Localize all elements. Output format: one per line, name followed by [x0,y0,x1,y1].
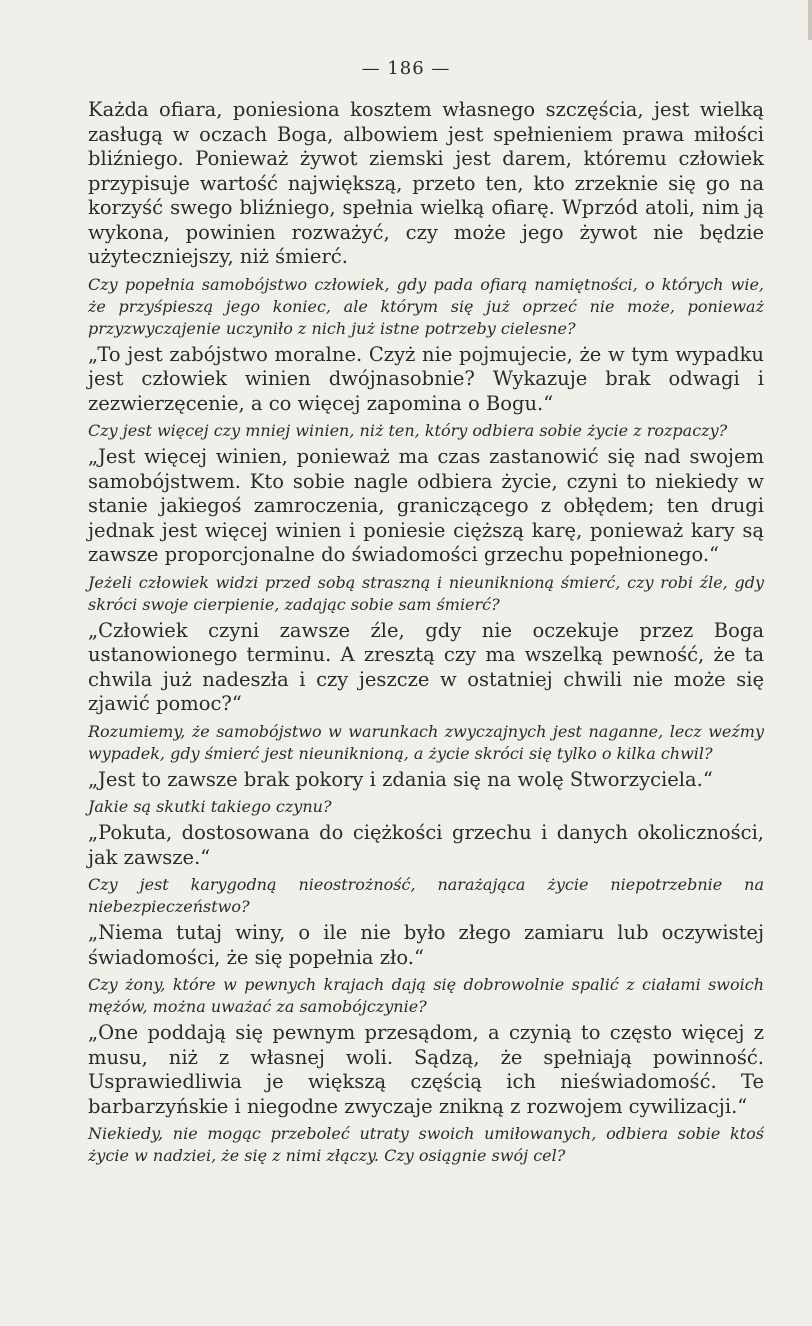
page-number: — 186 — [361,58,451,79]
paragraph-answer: „One poddają się pewnym przesądom, a czynią to często więcej z musu, niż z własnej woli. Sądzą, że spełniają powinność. Usprawiedliwia je większą częścią ich nieświadomość. Te barbarzyńskie i niegodne zwyczaje znikną z rozwojem cywilizacji.“ [88,1021,764,1118]
paragraph-answer: „To jest zabójstwo moralne. Czyż nie pojmujecie, że w tym wypadku jest człowiek winien dwójnasobnie? Wykazuje brak odwagi i zezwierzęcenie, a co więcej zapomina o Bogu.“ [88,342,764,415]
paragraph-question: Niekiedy, nie mogąc przeboleć utraty swoich umiłowanych, odbiera sobie ktoś życie w nadziei, że się z nimi złączy. Czy osiągnie swój cel? [88,1124,764,1165]
paragraph-question: Czy jest karygodną nieostrożność, narażająca życie niepotrzebnie na niebezpieczeństwo? [88,875,764,916]
paragraph-answer: „Niema tutaj winy, o ile nie było złego zamiaru lub oczywistej świadomości, że się popełnia zło.“ [88,921,764,969]
paragraph-answer: „Pokuta, dostosowana do ciężkości grzechu i danych okoliczności, jak zawsze.“ [88,821,764,869]
paragraph-question: Rozumiemy, że samobójstwo w warunkach zwyczajnych jest naganne, lecz weźmy wypadek, gdy śmierć jest nieuniknioną, a życie skróci się tylko o kilka chwil? [88,721,764,763]
paragraph-question: Jeżeli człowiek widzi przed sobą straszną i nieuniknioną śmierć, czy robi źle, gdy skróci swoje cierpienie, zadając sobie sam śmierć? [88,572,764,614]
paragraph-question: Jakie są skutki takiego czynu? [88,797,332,816]
paragraph-answer: „Jest więcej winien, ponieważ ma czas zastanowić się nad swojem samobójstwem. Kto sobie nagle odbiera życie, czyni to niekiedy w stanie jakiegoś zamroczenia, graniczącego z obłędem; ten drugi jednak jest więcej winien i poniesie cięższą karę, ponieważ kary są zawsze proporcjonalne do świadomości grzechu popełnionego.“ [88,445,764,566]
paragraph-question: Czy popełnia samobójstwo człowiek, gdy pada ofiarą namiętności, o których wie, że przyśpieszą jego koniec, ale którym się już oprzeć nie może, ponieważ przyzwyczajenie uczyniło z nich już istne potrzeby cielesne? [88,274,764,338]
page-text [88,98,764,1170]
paragraph-answer: Każda ofiara, poniesiona kosztem własnego szczęścia, jest wielką zasługą w oczach Boga, albowiem jest spełnieniem prawa miłości bliźniego. Ponieważ żywot ziemski jest darem, któremu człowiek przypisuje wartość największą, przeto ten, kto zrzeknie się go na korzyść swego bliźniego, spełnia wielką ofiarę. Wprzód atoli, nim ją wykona, powinien rozważyć, czy może jego żywot nie będzie użyteczniejszy, niż śmierć. [88,98,764,268]
paragraph-answer: „Jest to zawsze brak pokory i zdania się na wolę Stworzyciela.“ [88,767,713,791]
paragraph-question: Czy żony, które w pewnych krajach dają się dobrowolnie spalić z ciałami swoich mężów, można uważać za samobójczynie? [88,975,764,1016]
page-edge-mark [808,0,812,40]
paragraph-answer: „Człowiek czyni zawsze źle, gdy nie oczekuje przez Boga ustanowionego terminu. A zresztą czy ma wszelką pewność, że ta chwila już nadeszła i czy jeszcze w ostatniej chwili nie może się zjawić pomoc?“ [88,618,764,715]
paragraph-question: Czy jest więcej czy mniej winien, niż ten, który odbiera sobie życie z rozpaczy? [88,421,728,440]
